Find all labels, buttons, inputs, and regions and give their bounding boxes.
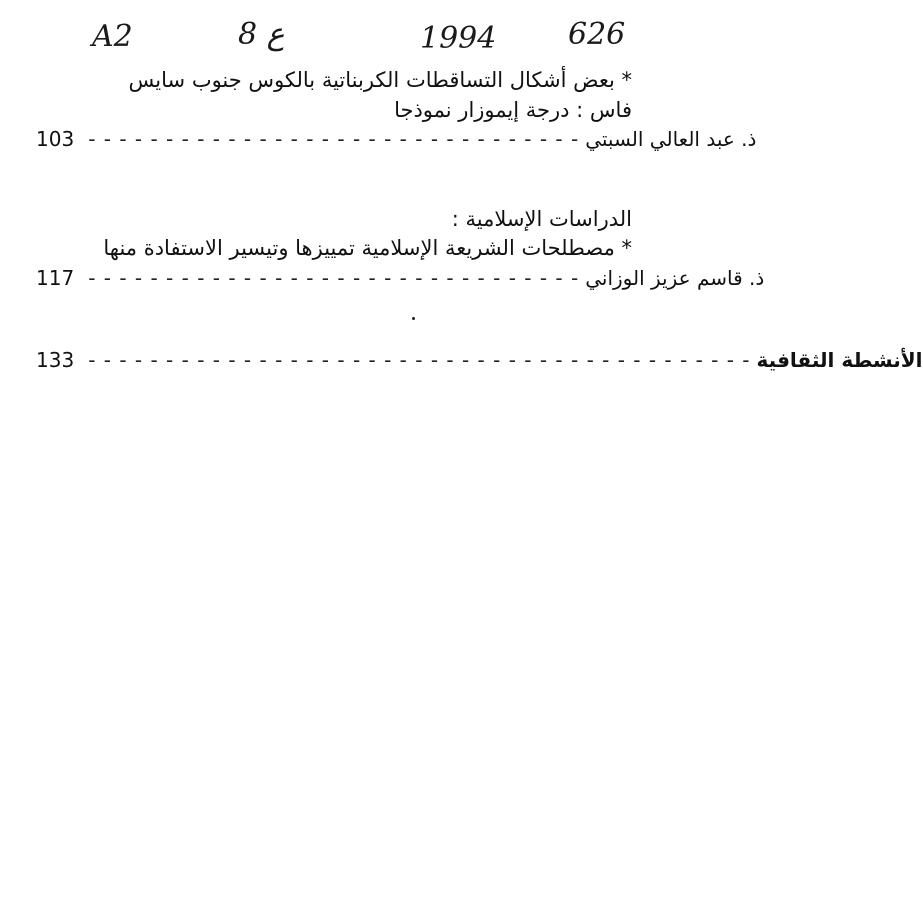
- entry-2-toc-line: [36, 266, 765, 290]
- entry-1-toc-line: [36, 127, 757, 151]
- entry-1-page-number: 103: [36, 127, 75, 151]
- entry-3-title: الأنشطة الثقافية: [756, 348, 923, 372]
- entry-1-author: ذ. عبد العالي السبتي: [585, 127, 757, 151]
- entry-2-author: ذ. قاسم عزيز الوزاني: [585, 266, 765, 290]
- entry-3-page-number: 133: [36, 348, 75, 372]
- entry-3-toc-line: [36, 348, 923, 372]
- entry-1-title-line2: فاس : درجة إيموزار نموذجا: [394, 98, 632, 122]
- handwritten-number: 626: [568, 17, 626, 52]
- entry-1-title-line1: * بعض أشكال التساقطات الكربناتية بالكوس جنوب سايس: [128, 68, 632, 92]
- entry-2-title-line1: * مصطلحات الشريعة الإسلامية تمييزها وتيسير الاستفادة منها: [103, 236, 632, 260]
- entry-3-leader: - - - - - - - - - - - - - - - - - - - - - - - - - - - - - - - - - - - - - - - - - - -: [88, 348, 751, 372]
- entry-2-leader: - - - - - - - - - - - - - - - - - - - - - - - - - - - - - - - -: [88, 266, 580, 290]
- handwritten-code: A2: [92, 19, 133, 54]
- section-heading-islamic-studies: الدراسات الإسلامية :: [451, 207, 632, 231]
- entry-2-page-number: 117: [36, 266, 75, 290]
- handwritten-year: 1994: [420, 21, 497, 56]
- handwritten-issue: 8 ع: [238, 17, 285, 52]
- scan-speck: [412, 317, 415, 320]
- entry-1-leader: - - - - - - - - - - - - - - - - - - - - - - - - - - - - - - - -: [88, 127, 580, 151]
